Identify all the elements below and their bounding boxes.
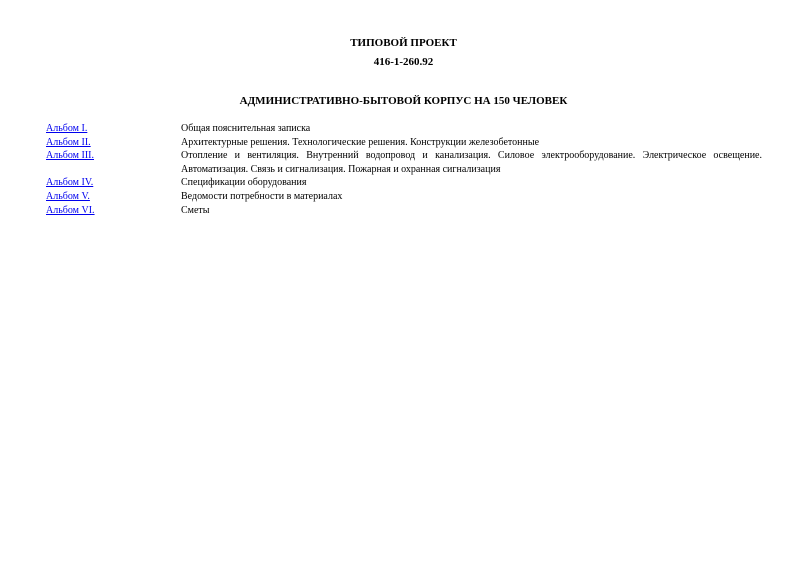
album-link-2[interactable]: Альбом II. <box>46 136 91 148</box>
album-description-6: Сметы <box>181 204 210 216</box>
album-row-2 <box>46 136 762 150</box>
album-description-2: Архитектурные решения. Технологические решения. Конструкции железобетонные <box>181 136 540 148</box>
album-link-4[interactable]: Альбом IV. <box>46 177 94 189</box>
album-row-1 <box>46 122 762 136</box>
album-row-6 <box>46 204 762 218</box>
album-row-4 <box>46 176 762 190</box>
album-list <box>46 122 762 217</box>
album-description-4: Спецификации оборудования <box>181 177 307 189</box>
album-row-5 <box>46 190 762 204</box>
document-type-heading: ТИПОВОЙ ПРОЕКТ <box>350 37 457 49</box>
project-title-heading: АДМИНИСТРАТИВНО-БЫТОВОЙ КОРПУС НА 150 ЧЕЛОВЕК <box>239 95 568 107</box>
album-description-5: Ведомости потребности в материалах <box>181 190 343 202</box>
album-description-3: Отопление и вентиляция. Внутренний водопровод и канализация. Силовое электрооборудование. Электрическое освещение. Автоматизация. Связь и сигнализация. Пожарная и охранная сигнализация <box>181 150 762 175</box>
album-row-3 <box>46 149 762 176</box>
album-description-1: Общая пояснительная записка <box>181 123 311 134</box>
album-link-1[interactable]: Альбом I. <box>46 123 88 134</box>
album-link-6[interactable]: Альбом VI. <box>46 204 95 216</box>
project-number-heading: 416-1-260.92 <box>373 56 434 68</box>
album-link-3[interactable]: Альбом III. <box>46 150 94 162</box>
album-link-5[interactable]: Альбом V. <box>46 190 90 202</box>
